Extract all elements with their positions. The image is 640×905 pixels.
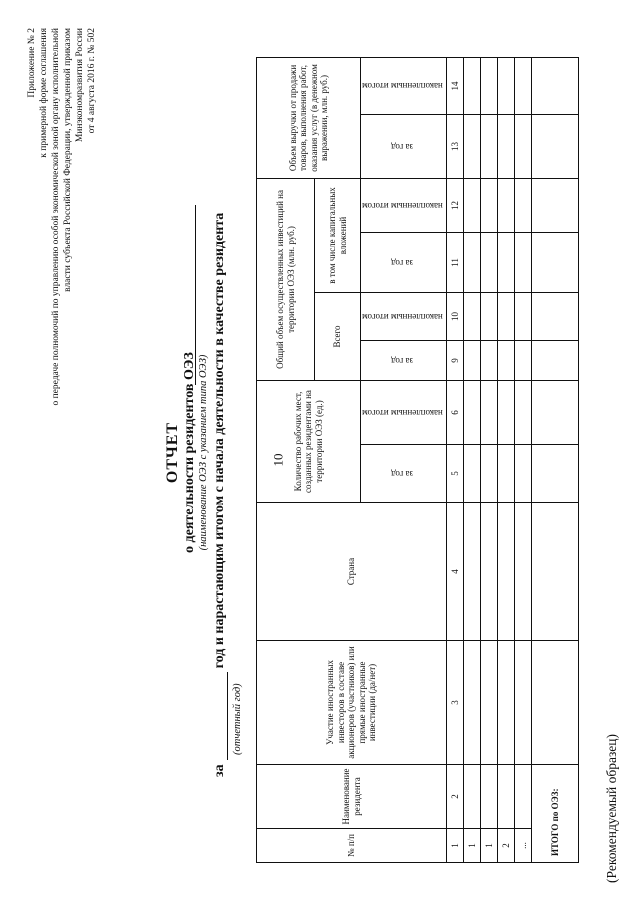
column-number: 9 <box>447 341 464 381</box>
cell <box>532 381 579 445</box>
appendix-header <box>26 28 98 588</box>
column-number: 11 <box>447 233 464 293</box>
period-line <box>212 213 228 777</box>
period-caption: (отчетный год) <box>232 683 243 755</box>
cell <box>464 341 481 381</box>
row-number: 2 <box>498 829 515 863</box>
header-invest-cap-year-text: за год <box>391 257 414 268</box>
header-invest-total-year <box>361 341 447 381</box>
cell <box>515 381 532 445</box>
year-blank <box>215 672 228 760</box>
header-invest-capital: в том числе капитальных вложений <box>315 178 361 292</box>
cell <box>515 641 532 765</box>
header-jobs-year-text: за год <box>391 468 414 479</box>
header-country: Страна <box>257 503 447 641</box>
header-jobs-cum-text: накопленным итогом <box>362 407 443 418</box>
column-number: 10 <box>447 293 464 341</box>
appendix-line: о передаче полномочий по управлению особой экономической зоной органу исполнительной <box>51 28 61 406</box>
column-number: 6 <box>447 381 464 445</box>
header-invest-cap-cum-text: накопленным итогом <box>362 200 443 211</box>
period-prefix: за <box>212 764 227 777</box>
cell <box>498 114 515 178</box>
table-row <box>481 57 498 862</box>
cell <box>498 341 515 381</box>
header-revenue-year-text: за год <box>391 141 414 152</box>
column-number: 2 <box>447 765 464 829</box>
header-invest-cap-year <box>361 233 447 293</box>
cell <box>515 57 532 114</box>
sez-name-caption: (наименование ОЭЗ с указанием типа ОЭЗ) <box>198 354 209 551</box>
cell <box>498 765 515 829</box>
cell <box>464 445 481 503</box>
cell <box>464 233 481 293</box>
report-subtitle: о деятельности резидентов ОЭЗ <box>182 352 197 553</box>
cell <box>464 641 481 765</box>
cell <box>481 765 498 829</box>
cell <box>464 503 481 641</box>
row-number: 1 <box>481 829 498 863</box>
column-number: 5 <box>447 445 464 503</box>
cell <box>464 57 481 114</box>
cell <box>464 293 481 341</box>
cell <box>481 114 498 178</box>
cell <box>532 57 579 114</box>
appendix-line: Приложение № 2 <box>27 28 37 98</box>
cell <box>532 233 579 293</box>
cell <box>498 178 515 232</box>
sample-label: (Рекомендуемый образец) <box>604 734 619 883</box>
header-revenue-year <box>361 114 447 178</box>
header-invest-total-year-text: за год <box>391 355 414 366</box>
total-label: ИТОГО по ОЭЗ: <box>532 765 579 863</box>
header-num: № п/п <box>257 829 447 863</box>
row-number: 1 <box>464 829 481 863</box>
header-invest-total-cum-text: накопленным итогом <box>362 311 443 322</box>
cell <box>498 641 515 765</box>
cell <box>481 503 498 641</box>
cell <box>498 233 515 293</box>
table-row <box>464 57 481 862</box>
sez-name-line <box>195 205 196 385</box>
table-row <box>498 57 515 862</box>
appendix-line: к примерной форме соглашения <box>39 28 49 158</box>
column-number: 13 <box>447 114 464 178</box>
cell <box>532 445 579 503</box>
cell <box>498 503 515 641</box>
cell <box>498 57 515 114</box>
cell <box>515 445 532 503</box>
cell <box>481 293 498 341</box>
header-revenue-cum-text: накопленным итогом <box>362 81 443 92</box>
column-number: 1 <box>447 829 464 863</box>
cell <box>498 381 515 445</box>
cell <box>481 57 498 114</box>
cell <box>464 114 481 178</box>
cell <box>464 178 481 232</box>
appendix-line: Минэкономразвития России <box>75 28 85 143</box>
cell <box>481 381 498 445</box>
column-number: 4 <box>447 503 464 641</box>
cell <box>532 641 579 765</box>
header-revenue: Объем выручки от продажи товаров, выполнения работ, оказания услуг (в денежном выражении, млн. руб.) <box>257 57 361 178</box>
cell <box>498 445 515 503</box>
report-table <box>256 57 579 863</box>
header-name: Наименование резидента <box>257 765 447 829</box>
cell <box>481 641 498 765</box>
total-row <box>532 57 579 862</box>
cell <box>515 114 532 178</box>
cell <box>532 341 579 381</box>
header-invest-total-cum <box>361 293 447 341</box>
cell <box>464 381 481 445</box>
row-number: ... <box>515 829 532 863</box>
appendix-line: от 4 августа 2016 г. № 502 <box>87 28 97 134</box>
header-foreign: Участие иностранных инвесторов в составе акционеров (участников) или прямые иностранные инвестиции (да/нет) <box>257 641 447 765</box>
column-number: 3 <box>447 641 464 765</box>
cell <box>515 233 532 293</box>
cell <box>532 114 579 178</box>
cell <box>532 293 579 341</box>
cell <box>498 293 515 341</box>
cell <box>515 503 532 641</box>
appendix-line: власти субъекта Российской Федерации, утвержденной приказом <box>63 28 73 292</box>
cell <box>481 341 498 381</box>
header-invest: Общий объем осуществленных инвестиций на территории ОЭЗ (млн. руб.) <box>257 178 315 380</box>
column-number: 12 <box>447 178 464 232</box>
cell <box>532 503 579 641</box>
cell <box>515 293 532 341</box>
page-number: 10 <box>270 453 286 467</box>
header-jobs-year <box>361 445 447 503</box>
report-title: ОТЧЕТ <box>164 421 181 484</box>
cell <box>532 178 579 232</box>
header-jobs-cum <box>361 381 447 445</box>
table-row <box>515 57 532 862</box>
column-number-row <box>447 57 464 862</box>
header-revenue-cum <box>361 57 447 114</box>
cell <box>464 765 481 829</box>
column-number: 14 <box>447 57 464 114</box>
period-suffix: год и нарастающим итогом с начала деятельности в качестве резидента <box>212 212 227 669</box>
cell <box>515 178 532 232</box>
header-jobs: Количество рабочих мест, созданных резидентами на территории ОЭЗ (ед.) <box>257 381 361 503</box>
cell <box>481 178 498 232</box>
cell <box>481 445 498 503</box>
header-invest-cap-cum <box>361 178 447 232</box>
header-invest-total: Всего <box>315 293 361 381</box>
cell <box>515 765 532 829</box>
cell <box>481 233 498 293</box>
cell <box>515 341 532 381</box>
